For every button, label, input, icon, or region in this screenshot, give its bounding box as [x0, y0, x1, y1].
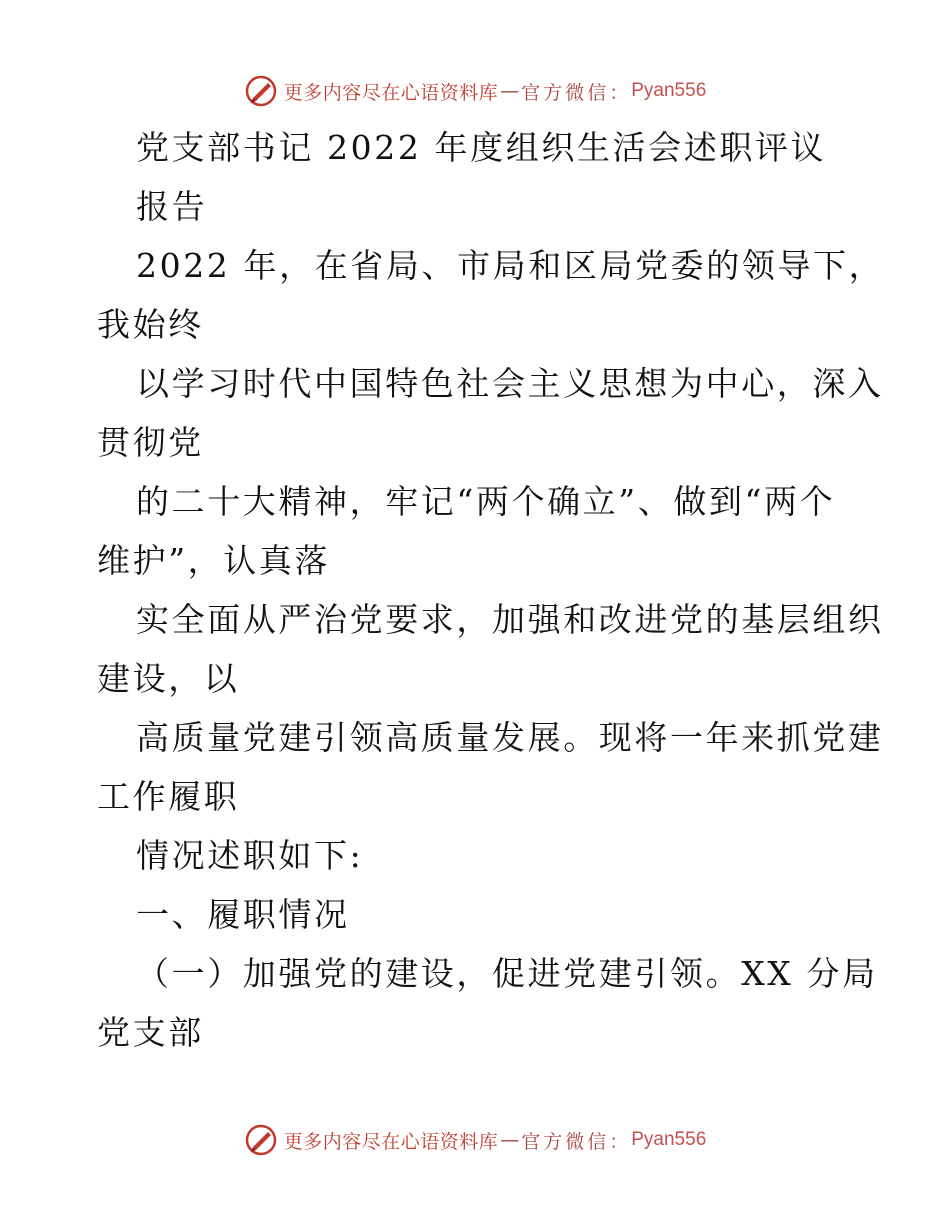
- doc-line: 2022 年，在省局、市局和区局党委的领导下，: [136, 246, 885, 285]
- doc-line: 维护”，认真落: [97, 541, 331, 580]
- watermark-main-text: 更多内容尽在心语资料库: [283, 81, 499, 104]
- doc-line: 情况述职如下:: [136, 836, 364, 875]
- doc-line: 报告: [136, 187, 208, 226]
- doc-line: 建设，以: [97, 659, 240, 698]
- watermark-wechat-id: Pyan556: [631, 80, 707, 101]
- document-body: [97, 118, 885, 1062]
- watermark-label: 官方微信：: [521, 81, 632, 104]
- doc-line: （一）加强党的建设，促进党建引领。XX 分局: [136, 954, 878, 993]
- doc-line: 以学习时代中国特色社会主义思想为中心，深入: [136, 364, 884, 403]
- doc-line: 实全面从严治党要求，加强和改进党的基层组织: [136, 600, 884, 639]
- doc-line: 工作履职: [97, 777, 240, 816]
- pen-logo-icon: [244, 74, 278, 108]
- watermark-header: [0, 71, 950, 111]
- watermark-separator: —: [500, 1129, 520, 1151]
- watermark-main-text: 更多内容尽在心语资料库: [283, 1130, 499, 1153]
- watermark-label: 官方微信：: [521, 1130, 632, 1153]
- doc-line: 贯彻党: [97, 423, 204, 462]
- watermark-footer: [0, 1120, 950, 1160]
- doc-line: 党支部书记 2022 年度组织生活会述职评议: [136, 128, 827, 167]
- watermark-wechat-id: Pyan556: [631, 1129, 707, 1150]
- pen-logo-icon: [244, 1123, 278, 1157]
- doc-line: 高质量党建引领高质量发展。现将一年来抓党建: [136, 718, 884, 757]
- watermark-separator: —: [500, 80, 520, 102]
- doc-line: 我始终: [97, 305, 204, 344]
- doc-line: 的二十大精神，牢记“两个确立”、做到“两个: [136, 482, 836, 521]
- doc-line: 党支部: [97, 1013, 204, 1052]
- doc-line: 一、履职情况: [136, 895, 350, 934]
